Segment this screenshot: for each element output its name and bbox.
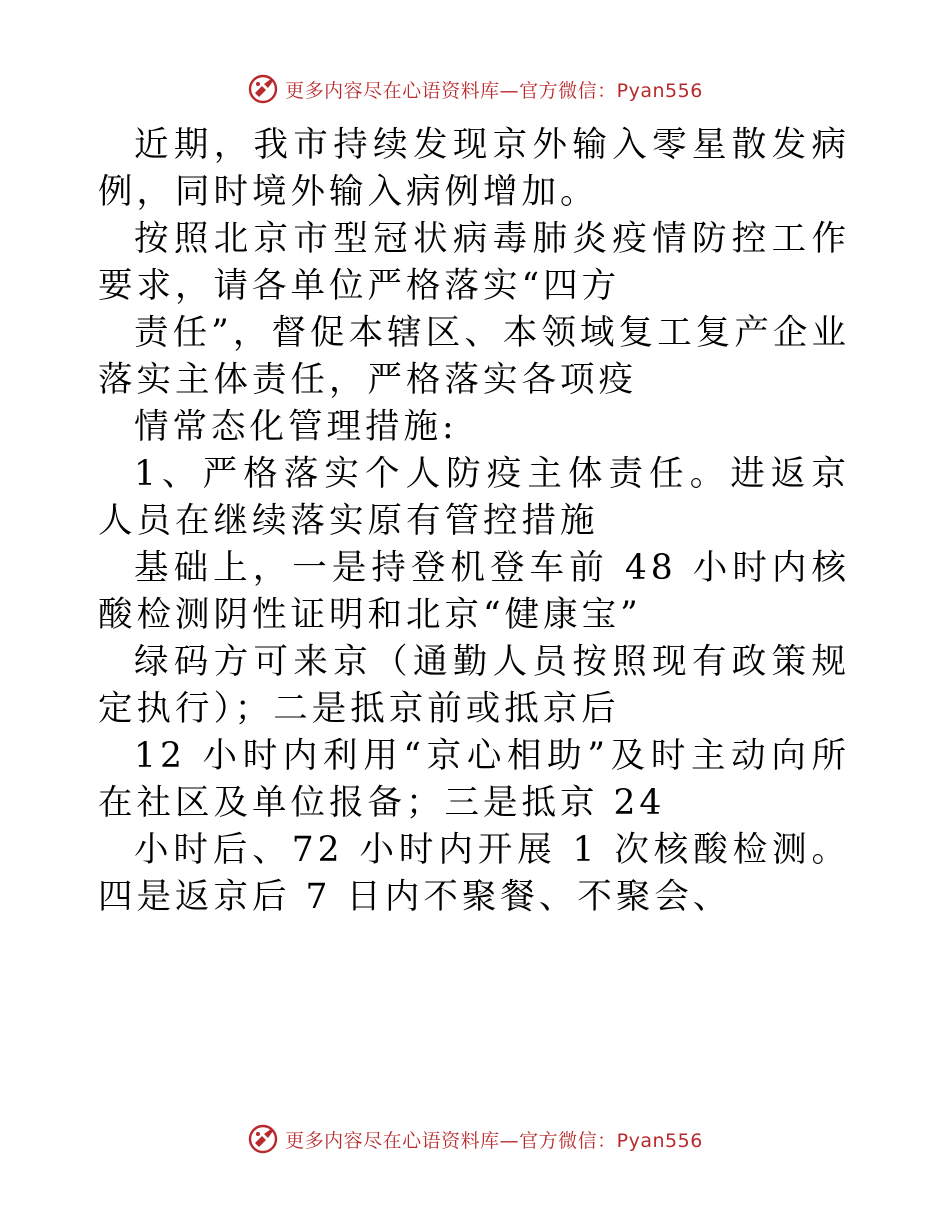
paragraph: 基础上，一是持登机登车前 48 小时内核酸检测阴性证明和北京“健康宝” bbox=[98, 548, 850, 635]
paragraph: 近期，我市持续发现京外输入零星散发病例，同时境外输入病例增加。 bbox=[98, 125, 850, 212]
paragraph: 12 小时内利用“京心相助”及时主动向所在社区及单位报备；三是抵京 24 bbox=[98, 736, 850, 823]
paragraph: 绿码方可来京（通勤人员按照现有政策规定执行）；二是抵京前或抵京后 bbox=[98, 642, 850, 729]
watermark-header bbox=[0, 72, 950, 106]
paragraph: 按照北京市型冠状病毒肺炎疫情防控工作要求，请各单位严格落实“四方 bbox=[98, 219, 850, 306]
paragraph: 小时后、72 小时内开展 1 次核酸检测。四是返京后 7 日内不聚餐、不聚会、 bbox=[98, 830, 850, 917]
paragraph: 1、严格落实个人防疫主体责任。进返京人员在继续落实原有管控措施 bbox=[98, 454, 850, 541]
book-quill-icon bbox=[247, 1123, 279, 1155]
paragraph: 责任”，督促本辖区、本领域复工复产企业落实主体责任，严格落实各项疫 bbox=[98, 313, 850, 400]
watermark-text: 更多内容尽在心语资料库—官方微信：Pyan556 bbox=[285, 1129, 703, 1152]
paragraph: 情常态化管理措施: bbox=[134, 407, 458, 447]
book-quill-icon bbox=[247, 73, 279, 105]
watermark-footer bbox=[0, 1122, 950, 1156]
document-body bbox=[98, 122, 850, 921]
watermark-text: 更多内容尽在心语资料库—官方微信：Pyan556 bbox=[285, 79, 703, 102]
